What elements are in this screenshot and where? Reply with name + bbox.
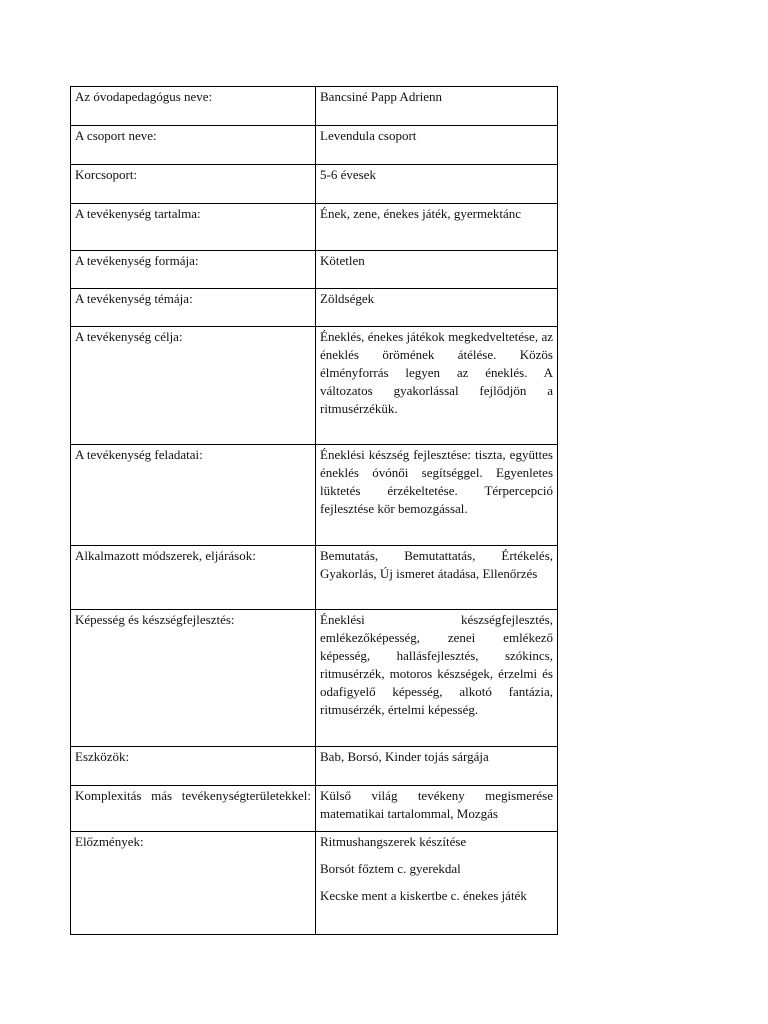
- prerequisite-item: Kecske ment a kiskertbe c. énekes játék: [320, 888, 527, 903]
- row-label: A tevékenység feladatai:: [71, 445, 316, 546]
- row-label: A tevékenység témája:: [71, 289, 316, 327]
- row-label: Képesség és készségfejlesztés:: [71, 610, 316, 747]
- table-row: [71, 204, 558, 251]
- row-value: Zöldségek: [316, 289, 558, 327]
- row-value: Levendula csoport: [316, 126, 558, 165]
- row-label-text: Komplexitás más tevékenységterületekkel:: [75, 788, 311, 803]
- row-label: A csoport neve:: [71, 126, 316, 165]
- row-label: Eszközök:: [71, 747, 316, 786]
- table-row: [71, 87, 558, 126]
- row-value: Kötetlen: [316, 251, 558, 289]
- row-label: Előzmények:: [71, 832, 316, 935]
- table-row: [71, 445, 558, 546]
- row-label: [71, 786, 316, 832]
- table-row: [71, 289, 558, 327]
- row-label: Korcsoport:: [71, 165, 316, 204]
- row-label: A tevékenység tartalma:: [71, 204, 316, 251]
- table-row: [71, 786, 558, 832]
- row-value: Éneklés, énekes játékok megkedveltetése, az éneklés örömének átélése. Közös élményforrás legyen az éneklés. A változatos gyakorlással fejlődjön a ritmusérzékük.: [316, 327, 558, 445]
- table-row: [71, 165, 558, 204]
- row-value: Éneklési készségfejlesztés, emlékezőképesség, zenei emlékező képesség, hallásfejlesztés, szókincs, ritmusérzék, motoros készségek, érzelmi és odafigyelő képesség, alkotó fantázia, ritmusérzék, értelmi képesség.: [316, 610, 558, 747]
- table-row: [71, 546, 558, 610]
- row-label: Az óvodapedagógus neve:: [71, 87, 316, 126]
- table-row: [71, 747, 558, 786]
- row-value: Külső világ tevékeny megismerése matematikai tartalommal, Mozgás: [316, 786, 558, 832]
- lesson-plan-table: [70, 86, 558, 935]
- row-value: 5-6 évesek: [316, 165, 558, 204]
- row-label: A tevékenység célja:: [71, 327, 316, 445]
- table-row: [71, 126, 558, 165]
- row-value: Éneklési készség fejlesztése: tiszta, együttes éneklés óvónői segítséggel. Egyenletes lüktetés érzékeltetése. Térpercepció fejlesztése kör bemozgással.: [316, 445, 558, 546]
- prerequisite-item: Borsót főztem c. gyerekdal: [320, 861, 461, 876]
- row-value: Bancsiné Papp Adrienn: [316, 87, 558, 126]
- table-row: [71, 610, 558, 747]
- row-label: Alkalmazott módszerek, eljárások:: [71, 546, 316, 610]
- row-label: A tevékenység formája:: [71, 251, 316, 289]
- row-value: Ének, zene, énekes játék, gyermektánc: [316, 204, 558, 251]
- row-value: Bab, Borsó, Kinder tojás sárgája: [316, 747, 558, 786]
- table-row: [71, 327, 558, 445]
- row-value: [316, 832, 558, 935]
- prerequisite-item: Ritmushangszerek készítése: [320, 834, 467, 849]
- table-row: [71, 251, 558, 289]
- row-value: Bemutatás, Bemutattatás, Értékelés, Gyakorlás, Új ismeret átadása, Ellenőrzés: [316, 546, 558, 610]
- table-row: [71, 832, 558, 935]
